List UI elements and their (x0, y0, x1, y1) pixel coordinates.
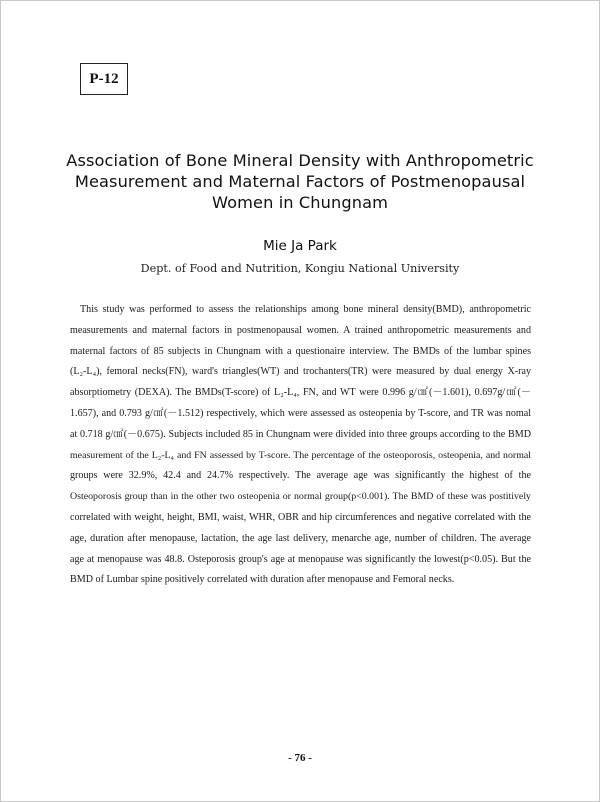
abstract-body (70, 300, 531, 591)
abstract-line: 1.657), and 0.793 g/㎠(－1.512) respectively, which were assessed as osteopenia by T-score, and TR was nomal (70, 407, 531, 419)
abstract-line: at 0.718 g/㎠(－0.675). Subjects included 85 in Chungnam were divided into three groups according to the BMD (70, 428, 531, 440)
paper-title (40, 150, 560, 213)
abstract-line: correlated with weight, height, BMI, waist, WHR, OBR and hip circumferences and negative correlated with the (70, 511, 531, 523)
abstract-line: (L₂-L₄), femoral necks(FN), ward's triangles(WT) and trochanters(TR) were measured by dual energy X-ray (70, 366, 531, 378)
abstract-line: BMD of Lumbar spine positively correlated with duration after menopause and Femoral necks. (70, 574, 455, 586)
abstract-line: absorptiometry (DEXA). The BMDs(T-score) of L₂-L₄, FN, and WT were 0.996 g/㎠(－1.601), 0.697g/㎠(－ (70, 387, 531, 399)
abstract-line: Osteoporosis group than in the other two osteopenia or normal group(p<0.001). The BMD of these was postitively (70, 491, 531, 503)
abstract-line: maternal factors of 85 subjects in Chungnam with a questionaire interview. The BMDs of the lumbar spines (70, 345, 531, 357)
paper-code: P-12 (89, 70, 119, 87)
abstract-line: measurements and maternal factors in postmenopausal women. A trained anthropometric measurements and (70, 324, 531, 336)
abstract-line: age, duration after menopause, lactation, the age last delivery, menarche age, number of children. The average (70, 532, 531, 544)
author-affiliation: Dept. of Food and Nutrition, Kongiu National University (140, 262, 460, 275)
abstract-line: age at menopause was 48.8. Osteporosis group's age at menopause was significantly the lowest(p<0.05). But the (70, 553, 531, 565)
title-line: Association of Bone Mineral Density with Anthropometric (66, 151, 534, 170)
author-name: Mie Ja Park (263, 238, 337, 254)
abstract-line: measurement of the L₂-L₄ and FN assessed by T-score. The percentage of the osteoporosis, osteopenia, and normal (70, 449, 531, 461)
page-number: - 76 - (288, 752, 312, 764)
paper-code-box (80, 63, 128, 95)
title-line: Women in Chungnam (212, 193, 388, 212)
abstract-line: groups were 32.9%, 42.4 and 24.7% respectively. The average age was significantly the highest of the (70, 470, 531, 482)
title-line: Measurement and Maternal Factors of Postmenopausal (74, 172, 526, 191)
abstract-line: This study was performed to assess the relationships among bone mineral density(BMD), anthropometric (80, 304, 531, 315)
